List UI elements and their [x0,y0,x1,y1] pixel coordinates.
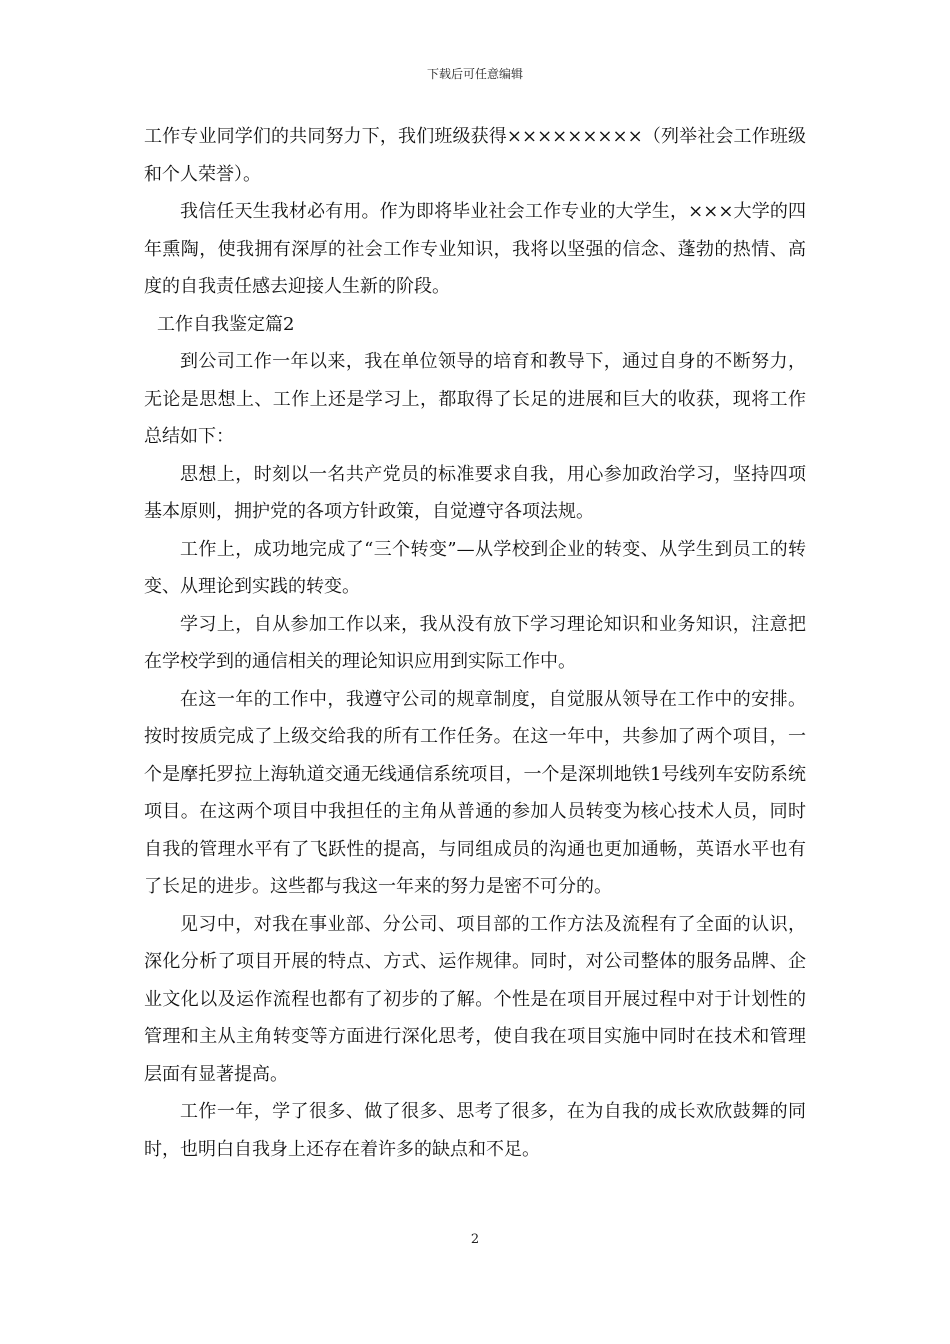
page-number: 2 [470,1232,480,1247]
section-title: 工作自我鉴定篇2 [157,313,295,335]
paragraph-projects: 在这一年的工作中，我遵守公司的规章制度，自觉服从领导在工作中的安排。按时按质完成了上级交给我的所有工作任务。在这一年中，共参加了两个项目，一个是摩托罗拉上海轨道交通无线通信系统项目，一个是深圳地铁1号线列车安防系统项目。在这两个项目中我担任的主角从普通的参加人员转变为核心技术人员，同时自我的管理水平有了飞跃性的提高，与同组成员的沟通也更加通畅，英语水平也有了长足的进步。这些都与我这一年来的努力是密不可分的。 [144,688,806,897]
paragraph-summary: 工作一年，学了很多、做了很多、思考了很多，在为自我的成长欢欣鼓舞的同时，也明白自我身上还存在着许多的缺点和不足。 [144,1101,806,1160]
paragraph-work: 工作上，成功地完成了“三个转变”—从学校到企业的转变、从学生到员工的转变、从理论到实践的转变。 [144,538,806,597]
paragraph-study: 学习上，自从参加工作以来，我从没有放下学习理论知识和业务知识，注意把在学校学到的通信相关的理论知识应用到实际工作中。 [144,613,806,672]
paragraph-belief: 我信任天生我材必有用。作为即将毕业社会工作专业的大学生，×××大学的四年熏陶，使我拥有深厚的社会工作专业知识，我将以坚强的信念、蓬勃的热情、高度的自我责任感去迎接人生新的阶段。 [144,201,806,297]
paragraph-internship: 见习中，对我在事业部、分公司、项目部的工作方法及流程有了全面的认识，深化分析了项目开展的特点、方式、运作规律。同时，对公司整体的服务品牌、企业文化以及运作流程也都有了初步的了解。个性是在项目开展过程中对于计划性的管理和主从主角转变等方面进行深化思考，使自我在项目实施中同时在技术和管理层面有显著提高。 [144,913,806,1085]
paragraph-thought: 思想上，时刻以一名共产党员的标准要求自我，用心参加政治学习，坚持四项基本原则，拥护党的各项方针政策，自觉遵守各项法规。 [144,463,806,522]
paragraph-honors-continued: 工作专业同学们的共同努力下，我们班级获得×××××××××（列举社会工作班级和个人荣誉）。 [144,126,806,185]
paragraph-intro: 到公司工作一年以来，我在单位领导的培育和教导下，通过自身的不断努力，无论是思想上、工作上还是学习上，都取得了长足的进展和巨大的收获，现将工作总结如下： [144,351,806,447]
document-body [144,118,806,1168]
header-note: 下载后可任意编辑 [426,67,523,81]
